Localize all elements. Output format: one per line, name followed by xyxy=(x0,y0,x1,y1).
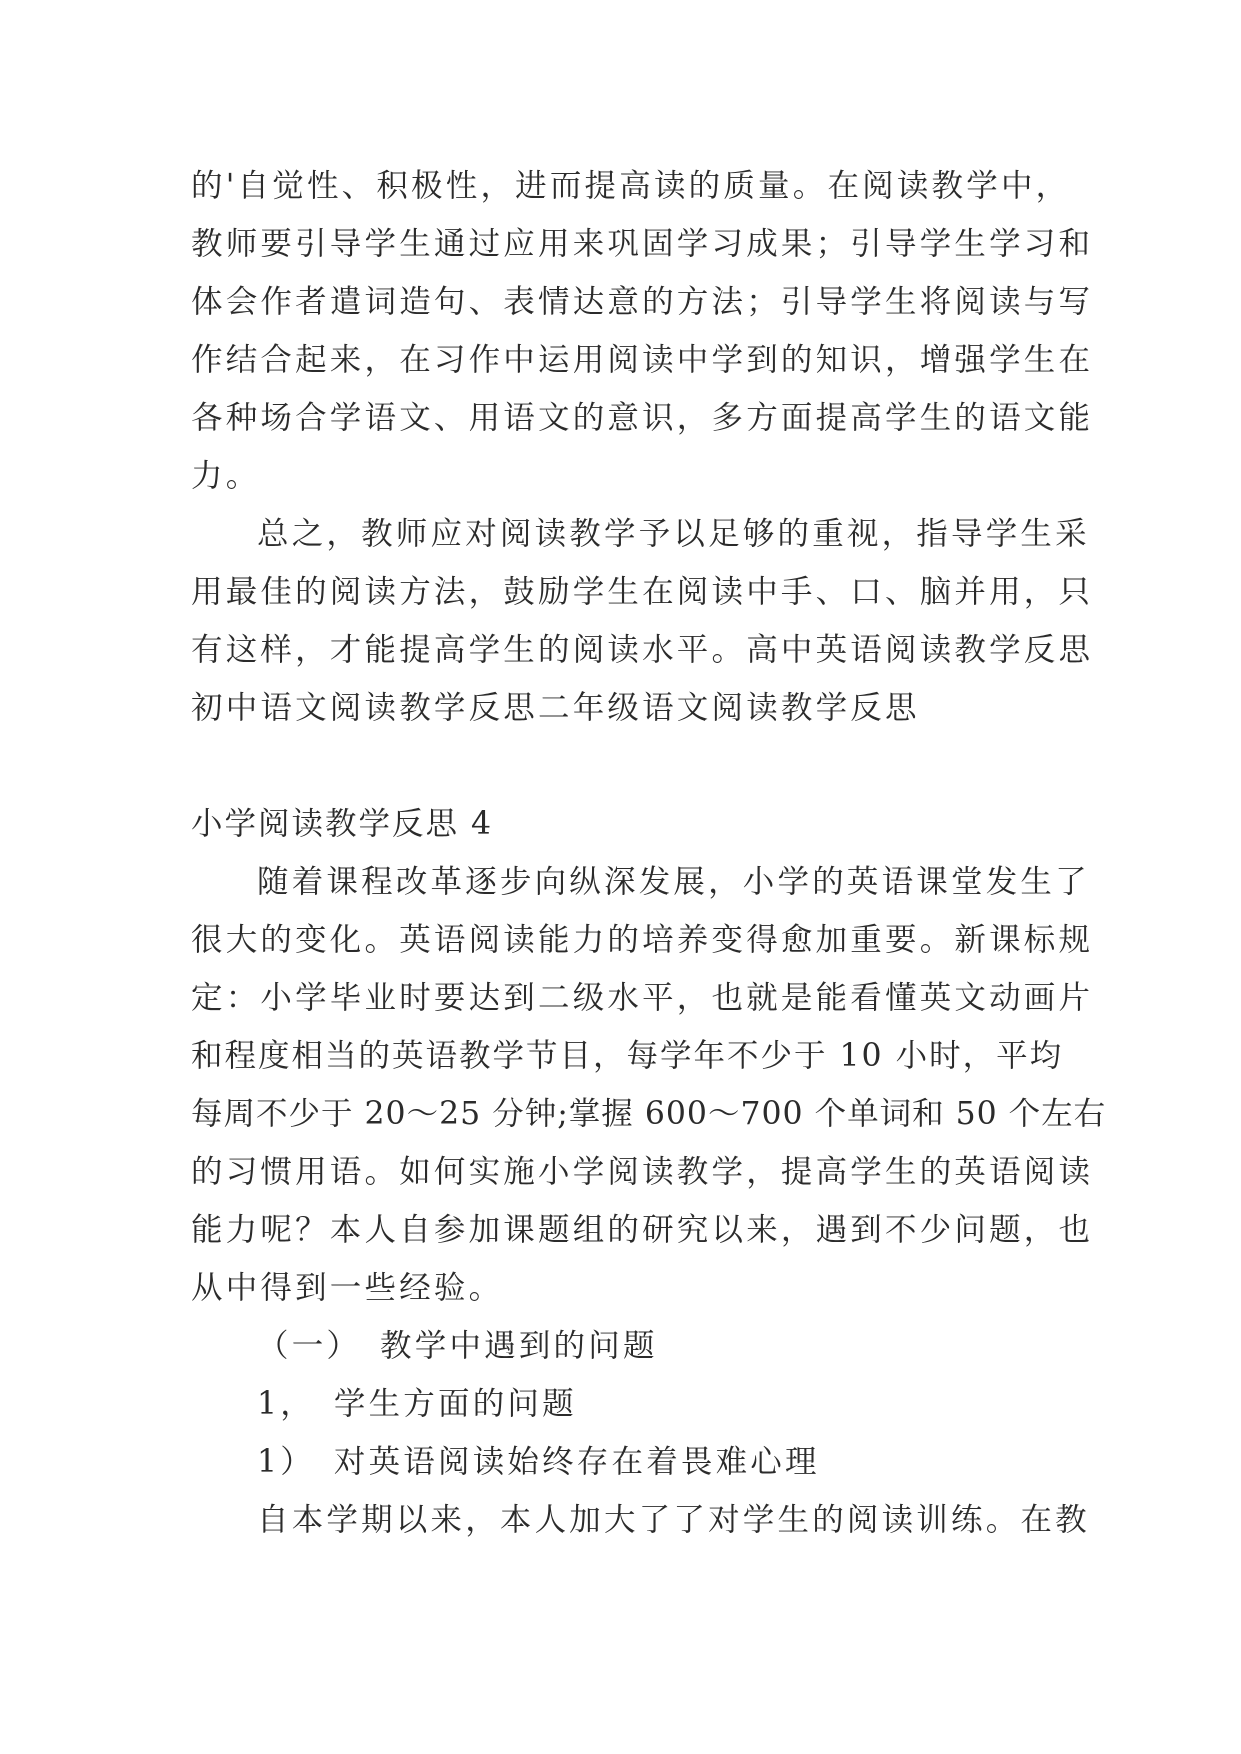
subheading-fear: 1） 对英语阅读始终存在着畏难心理 xyxy=(257,1444,820,1480)
paragraph-line: 从中得到一些经验。 xyxy=(191,1270,504,1306)
subheading-student-issues: 1， 学生方面的问题 xyxy=(257,1386,577,1422)
paragraph-line: 的习惯用语。如何实施小学阅读教学，提高学生的英语阅读 xyxy=(191,1154,1094,1190)
paragraph-line: 自本学期以来，本人加大了了对学生的阅读训练。在教 xyxy=(257,1502,1090,1538)
subheading-problems: （一） 教学中遇到的问题 xyxy=(257,1328,658,1364)
paragraph-line: 能力呢？本人自参加课题组的研究以来，遇到不少问题，也 xyxy=(191,1212,1094,1248)
paragraph-line: 力。 xyxy=(191,458,261,494)
paragraph-line: 用最佳的阅读方法，鼓励学生在阅读中手、口、脑并用，只 xyxy=(191,574,1094,610)
paragraph-line: 随着课程改革逐步向纵深发展，小学的英语课堂发生了 xyxy=(257,864,1090,900)
paragraph-line: 每周不少于 20～25 分钟;掌握 600～700 个单词和 50 个左右 xyxy=(191,1096,1107,1132)
section-heading: 小学阅读教学反思 4 xyxy=(191,806,494,842)
paragraph-line: 初中语文阅读教学反思二年级语文阅读教学反思 xyxy=(191,690,920,726)
paragraph-line: 和程度相当的英语教学节目，每学年不少于 10 小时，平均 xyxy=(191,1038,1064,1074)
paragraph-line: 教师要引导学生通过应用来巩固学习成果；引导学生学习和 xyxy=(191,226,1094,262)
paragraph-line: 定：小学毕业时要达到二级水平，也就是能看懂英文动画片 xyxy=(191,980,1094,1016)
paragraph-line: 作结合起来，在习作中运用阅读中学到的知识，增强学生在 xyxy=(191,342,1094,378)
paragraph-line: 总之，教师应对阅读教学予以足够的重视，指导学生采 xyxy=(257,516,1090,552)
paragraph-line: 有这样，才能提高学生的阅读水平。高中英语阅读教学反思 xyxy=(191,632,1094,668)
paragraph-line: 各种场合学语文、用语文的意识，多方面提高学生的语文能 xyxy=(191,400,1094,436)
paragraph-line: 体会作者遣词造句、表情达意的方法；引导学生将阅读与写 xyxy=(191,284,1094,320)
paragraph-line: 的'自觉性、积极性，进而提高读的质量。在阅读教学中， xyxy=(191,168,1071,204)
paragraph-line: 很大的变化。英语阅读能力的培养变得愈加重要。新课标规 xyxy=(191,922,1094,958)
